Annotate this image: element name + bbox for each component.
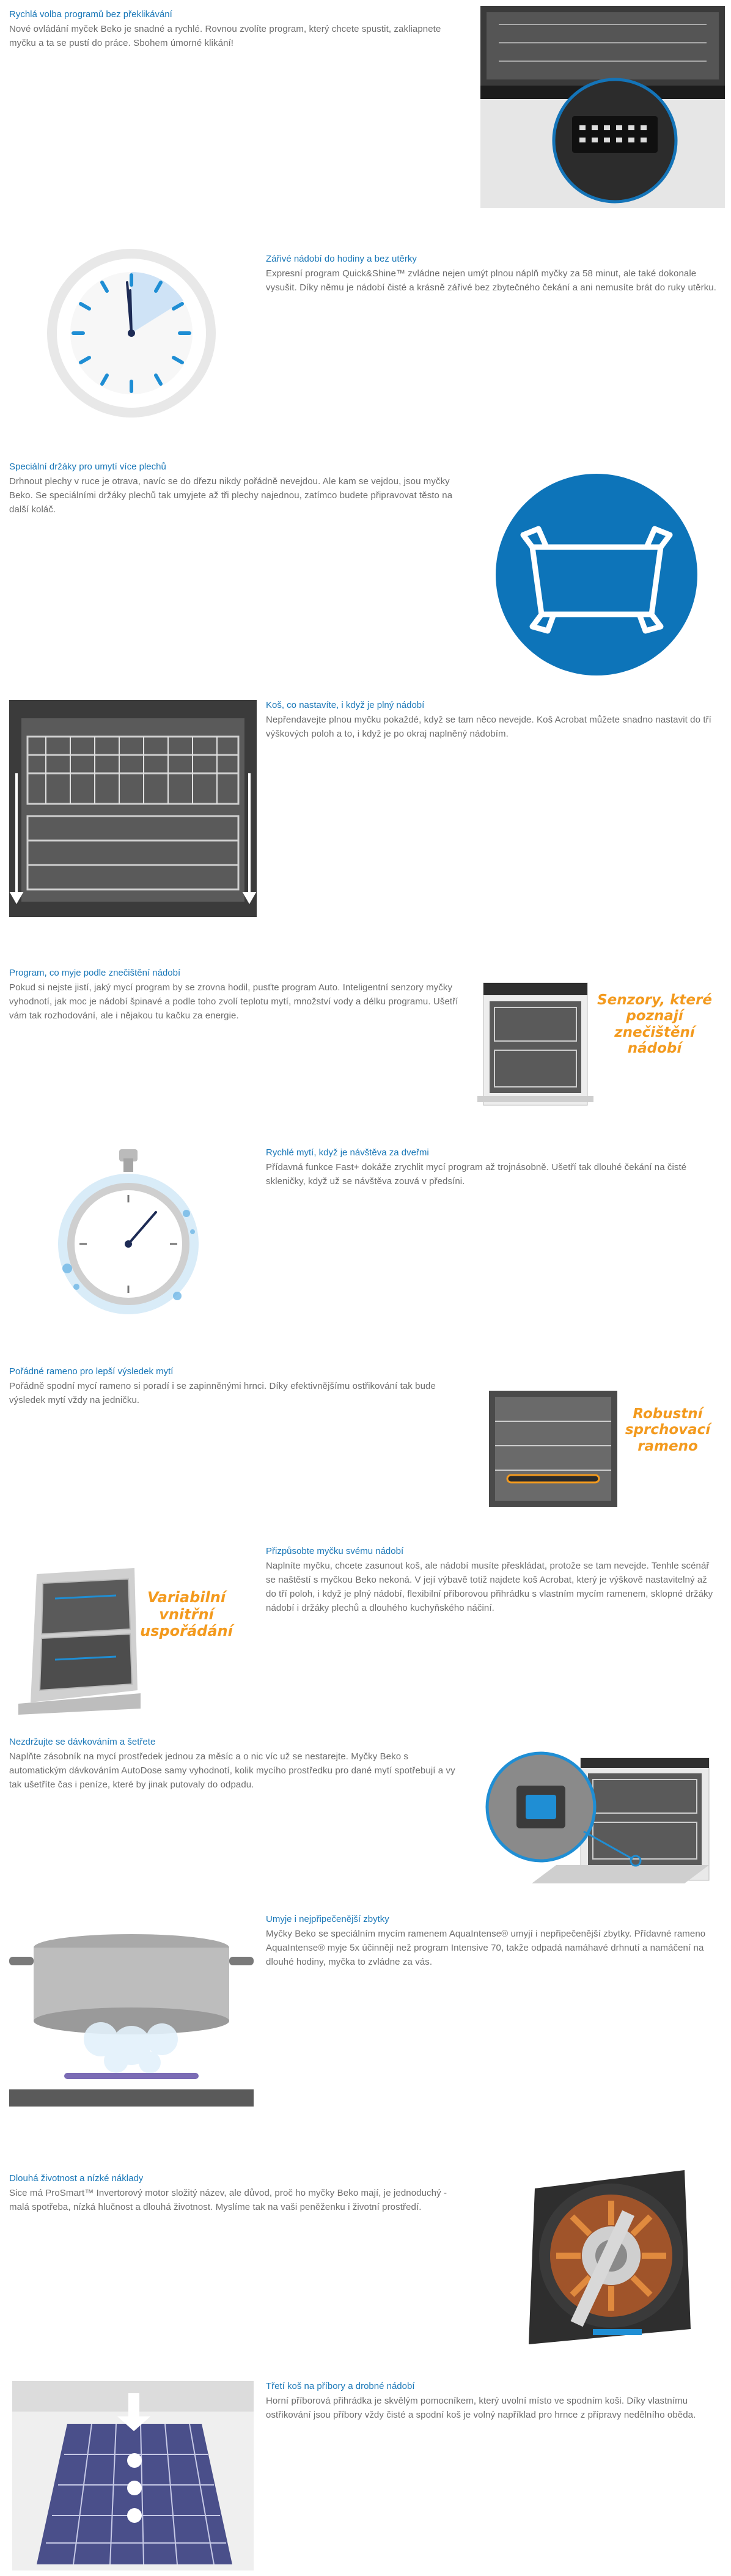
clock-icon: [43, 245, 220, 422]
badge-line: vnitřní: [159, 1605, 214, 1623]
feature-description: Pořádně spodní mycí rameno si poradí i se zapinněnými hrnci. Díky efektivnějšímu ostřikování tak bude výsledek mytí vždy na jedničku.: [9, 1381, 436, 1405]
feature-title: Přizpůsobte myčku svému nádobí: [266, 1546, 404, 1556]
feature-text: [9, 2173, 461, 2214]
stopwatch-icon: [55, 1140, 202, 1323]
sensor-badge: [587, 992, 722, 1057]
feature-title: Pořádné rameno pro lepší výsledek mytí: [9, 1366, 174, 1377]
feature-prosmart-motor: [0, 2164, 731, 2360]
feature-description: Drhnout plechy v ruce je otrava, navíc se do dřezu nikdy pořádně nevejdou. Ale kam se vejdou, jsou myčky Beko. Se speciálními držáky plechů tak umyjete až tři plechy najednou, zatímco budete připravovat těsto na další koláč.: [9, 476, 453, 515]
autodose-image: [483, 1740, 721, 1899]
interior-badge: [125, 1589, 248, 1640]
feature-aquaintense: [0, 1905, 731, 2119]
baking-tray-icon: [474, 471, 719, 679]
feature-text: [9, 9, 449, 50]
feature-third-basket: [0, 2372, 731, 2576]
feature-title: Speciální držáky pro umytí více plechů: [9, 462, 166, 472]
feature-acrobat-basket: [0, 691, 731, 929]
feature-description: Horní příborová přihrádka je skvělým pomocníkem, který uvolní místo ve spodním koši. Díky vlastnímu ostřikování jsou příbory vždy čisté a spodní koš je volný například pro hrnce z přípravy nedělního oběda.: [266, 2396, 696, 2420]
dishwasher-control-panel-image: [474, 0, 731, 214]
badge-line: sprchovací: [625, 1422, 711, 1438]
feature-title: Rychlé mytí, když je návštěva za dveřmi: [266, 1147, 429, 1158]
feature-description: Myčky Beko se speciálním mycím ramenem AquaIntense® umyjí i nepřipečenější zbytky. Přídavné rameno AquaIntense® myje 5x účinněji než program Intensive 70, takže odpadá namáhavé drhnutí a namáčení na dlouhé hodiny, myčka to zvládne za vás.: [266, 1929, 706, 1967]
feature-description: Expresní program Quick&Shine™ zvládne nejen umýt plnou náplň myčky za 58 minut, ale také dokonale vysušit. Díky němu je nádobí čisté a krásně zářivé bez zbytečného čekání a ani nemusíte brát do ruky utěrku.: [266, 268, 717, 293]
badge-line: rameno: [637, 1438, 698, 1454]
feature-text: [266, 253, 718, 295]
badge-line: Variabilní: [147, 1589, 226, 1606]
feature-text: [9, 461, 461, 517]
badge-line: poznají: [626, 1008, 683, 1025]
feature-title: Dlouhá životnost a nízké náklady: [9, 2173, 144, 2184]
inverter-motor-image: [507, 2164, 715, 2353]
feature-title: Umyje i nejpřipečenější zbytky: [266, 1914, 389, 1924]
feature-text: [266, 1545, 718, 1615]
dishwasher-basket-image: [9, 700, 257, 917]
sensor-dishwasher-image: [474, 971, 725, 1111]
pot-washing-image: [9, 1923, 254, 2107]
feature-autodose: [0, 1728, 731, 1911]
spray-arm-image: [489, 1391, 721, 1507]
feature-description: Nepřendavejte plnou myčku pokaždé, když se tam něco nevejde. Koš Acrobat můžete snadno nastavit do tří výškových poloh a to, i když je po okraj naplněný nádobím.: [266, 715, 711, 739]
feature-title: Zářivé nádobí do hodiny a bez utěrky: [266, 254, 417, 264]
spray-arm-badge: [614, 1406, 721, 1454]
feature-text: [266, 699, 718, 741]
feature-text: [266, 1913, 718, 1969]
feature-description: Naplňte zásobník na mycí prostředek jednou za měsíc a o nic víc už se nestarejte. Myčky Beko s automatickým dávkováním AutoDose samy vyhodnotí, kolik mycího prostředku pro dané mytí spotřebují a vy tak ušetříte čas i peníze, které by jinak putovaly do odpadu.: [9, 1751, 455, 1790]
feature-text: [9, 967, 461, 1023]
feature-spray-arm: [0, 1357, 731, 1534]
dishwasher-interior-image: [18, 1556, 251, 1721]
feature-description: Přídavná funkce Fast+ dokáže zrychlit mycí program až trojnásobně. Ušetří tak dlouhé čekání na čisté skleničky, když už se návštěva zouvá v předsíni.: [266, 1162, 687, 1187]
feature-text: [266, 2380, 718, 2422]
feature-description: Nové ovládání myček Beko je snadné a rychlé. Rovnou zvolíte program, který chcete spustit, zakliapnete myčku a ta se pustí do práce. Sbohem úmorné klikání!: [9, 24, 441, 48]
feature-text: [266, 1147, 718, 1188]
badge-line: Senzory, které: [597, 992, 712, 1008]
feature-title: Rychlá volba programů bez překlikávání: [9, 9, 172, 20]
feature-description: Pokud si nejste jistí, jaký mycí program by se zrovna hodil, pusťte program Auto. Inteligentní senzory myčky vyhodnotí, jak moc je nádobí špinavé a podle toho zvolí teplotu mytí, množství vody a délku programu. Ušetří vám tak rozhodování, ale i nějakou tu kačku za energie.: [9, 982, 458, 1021]
feature-description: Naplníte myčku, chcete zasunout koš, ale nádobí musíte přeskládat, protože se tam nevejde. Tenhle scénář se naštěstí s myčkou Beko nekoná. V její výbavě totiž najdete koš Acrobat, který je výškově nastavitelný až do tří poloh, i když je plný nádobí, flexibilní příborovou přihrádku s vlastním mycím ramenem, sklopné držáky nádobí i držáky plechů a dlouhého kuchyňského náčiní.: [266, 1561, 713, 1613]
cutlery-tray-image: [12, 2381, 254, 2570]
feature-tray-holders: [0, 452, 731, 685]
feature-quick-shine: [0, 226, 731, 428]
feature-interior-layout: [0, 1540, 731, 1730]
feature-text: [9, 1366, 461, 1407]
badge-line: uspořádání: [140, 1622, 233, 1640]
feature-title: Třetí koš na příbory a drobné nádobí: [266, 2381, 415, 2391]
feature-description: Sice má ProSmart™ Invertorový motor složitý název, ale důvod, proč ho myčky Beko mají, je jednoduchý - malá spotřeba, nízká hlučnost a dlouhá životnost. Myslíme tak na vaši peněženku i životní prostředí.: [9, 2188, 447, 2212]
feature-auto-program: [0, 959, 731, 1124]
badge-line: nádobí: [627, 1040, 682, 1057]
feature-title: Nezdržujte se dávkováním a šetřete: [9, 1737, 156, 1747]
feature-quick-select: [0, 0, 731, 214]
feature-text: [9, 1736, 461, 1792]
feature-title: Program, co myje podle znečištění nádobí: [9, 968, 181, 978]
feature-title: Koš, co nastavíte, i když je plný nádobí: [266, 700, 425, 710]
badge-line: znečištění: [614, 1024, 695, 1040]
badge-line: Robustní: [633, 1406, 703, 1422]
feature-fast-plus: [0, 1131, 731, 1333]
